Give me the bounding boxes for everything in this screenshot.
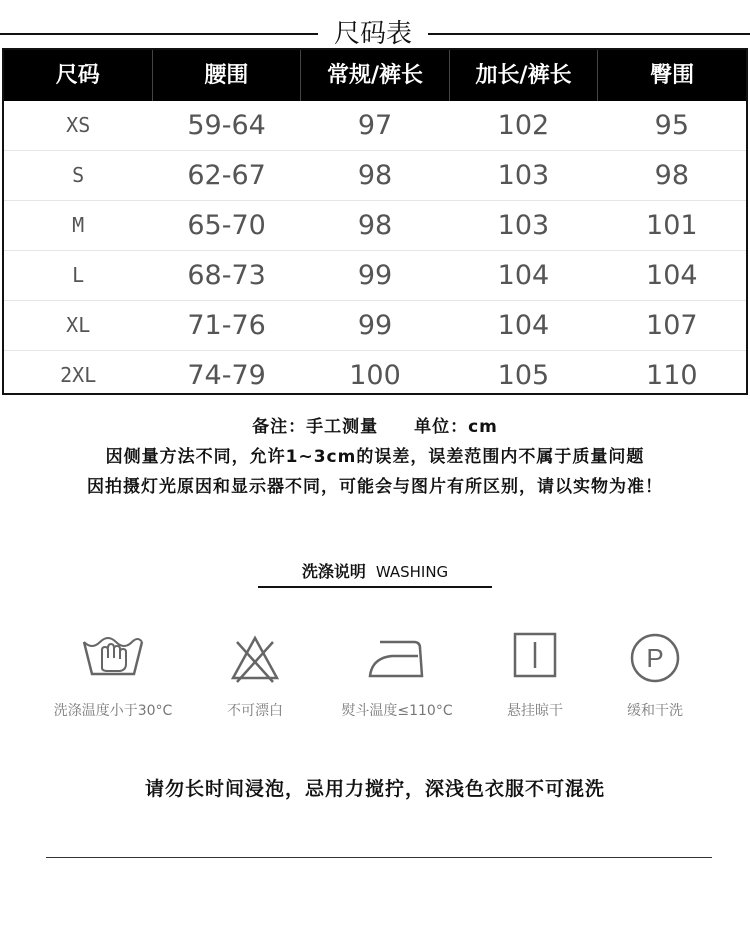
size-table <box>2 48 748 395</box>
table-cell: 101 <box>646 210 698 241</box>
care-item-dry-clean <box>580 628 730 720</box>
header-size: 尺码 <box>4 50 153 101</box>
table-cell: 2XL <box>60 363 97 387</box>
header-hip: 臀围 <box>650 63 695 88</box>
washing-warning: 请勿长时间浸泡，忌用力搅拧，深浅色衣服不可混洗 <box>144 778 605 800</box>
table-cell: 62-67 <box>187 160 266 191</box>
table-body <box>4 101 746 400</box>
table-cell: 98 <box>357 210 393 241</box>
title-divider-right <box>428 33 750 35</box>
no-bleach-label: 不可漂白 <box>227 703 283 719</box>
table-cell: 71-76 <box>187 310 266 341</box>
iron-icon <box>362 628 432 688</box>
dry-clean-label: 缓和干洗 <box>627 703 683 719</box>
hand-wash-icon <box>78 628 148 688</box>
table-row <box>4 351 746 400</box>
size-chart-title: 尺码表 <box>333 19 412 49</box>
table-cell: 98 <box>357 160 393 191</box>
table-cell: 65-70 <box>187 210 266 241</box>
washing-title-en: WASHING <box>375 563 449 581</box>
table-cell: 95 <box>654 110 689 141</box>
table-cell: L <box>72 263 85 287</box>
note-measurement-unit: 备注：手工测量 单位：cm <box>252 417 498 437</box>
table-cell: 98 <box>654 160 689 191</box>
table-row <box>4 201 746 251</box>
table-cell: 104 <box>497 260 550 291</box>
measurement-notes <box>0 412 750 502</box>
table-cell: 103 <box>497 210 550 241</box>
table-cell: 107 <box>646 310 698 341</box>
hang-dry-label: 悬挂晾干 <box>507 703 563 719</box>
care-icons <box>0 628 750 728</box>
washing-section-title <box>258 560 492 588</box>
table-row <box>4 251 746 301</box>
table-cell: S <box>72 163 85 187</box>
table-cell: 105 <box>497 360 550 391</box>
table-cell: 100 <box>349 360 401 391</box>
hand-wash-label: 洗涤温度小于30°C <box>53 703 173 719</box>
dry-clean-icon <box>625 628 685 688</box>
table-cell: XS <box>66 113 91 137</box>
care-item-hand-wash <box>38 628 188 720</box>
dry-clean-symbol: P <box>646 643 664 673</box>
table-cell: 99 <box>357 260 393 291</box>
table-cell: 110 <box>646 360 698 391</box>
table-row <box>4 151 746 201</box>
washing-title-cn: 洗涤说明 <box>301 562 366 581</box>
header-waist: 腰围 <box>153 50 302 101</box>
table-cell: 74-79 <box>187 360 266 391</box>
iron-label: 熨斗温度≤110°C <box>341 703 453 719</box>
care-item-no-bleach <box>180 628 330 720</box>
table-header <box>4 50 746 101</box>
table-cell: 102 <box>497 110 550 141</box>
table-cell: 68-73 <box>187 260 266 291</box>
note-tolerance: 因侧量方法不同，允许1~3cm的误差，误差范围内不属于质量问题 <box>105 447 645 467</box>
table-cell: XL <box>66 313 91 337</box>
table-cell: 97 <box>357 110 393 141</box>
bottom-divider <box>46 857 712 858</box>
table-cell: 59-64 <box>187 110 266 141</box>
header-long-length: 加长/裤长 <box>450 50 599 101</box>
table-cell: 99 <box>357 310 393 341</box>
note-color-disclaimer: 因拍摄灯光原因和显示器不同，可能会与图片有所区别，请以实物为准！ <box>87 477 663 497</box>
title-divider-left <box>0 33 318 35</box>
table-cell: 103 <box>497 160 550 191</box>
header-regular-length: 常规/裤长 <box>301 50 450 101</box>
table-cell: 104 <box>497 310 550 341</box>
hang-dry-icon <box>505 628 565 688</box>
table-cell: M <box>72 213 85 237</box>
table-row <box>4 101 746 151</box>
table-row <box>4 301 746 351</box>
no-bleach-icon <box>225 628 285 688</box>
care-item-iron <box>322 628 472 720</box>
table-cell: 104 <box>646 260 698 291</box>
